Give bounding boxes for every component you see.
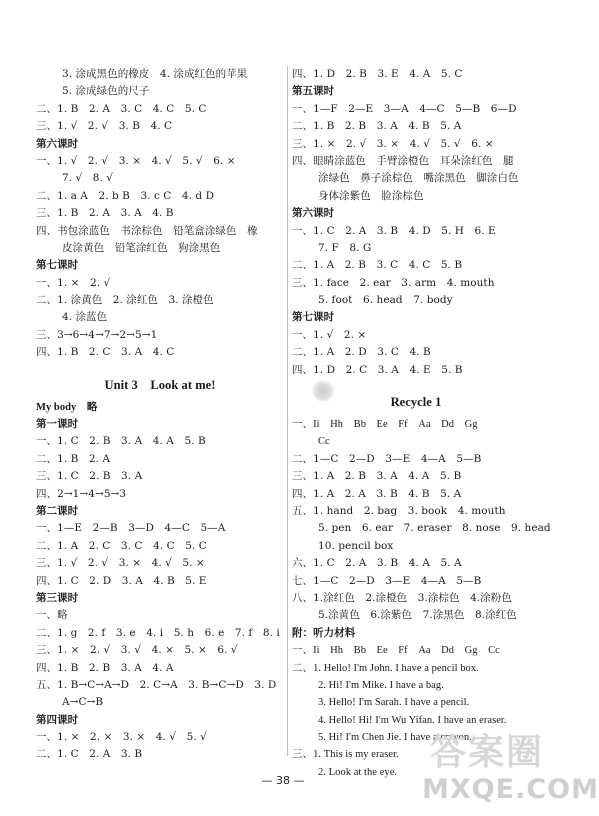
answer-line: 五、1. hand 2. bag 3. book 4. mouth [292, 504, 506, 517]
answer-line: 二、1. A 2. C 3. C 4. C 5. C [36, 539, 207, 552]
answer-line: 三、1. C 2. B 3. A [36, 470, 143, 483]
answer-line: 四、1. B 2. C 3. A 4. C [36, 346, 175, 359]
answer-line: 四、1. D 2. B 3. E 4. A 5. C [292, 68, 463, 80]
answer-line: 一、1. × 2. √ [36, 276, 111, 289]
answer-line: 七、1—C 2—D 3—E 4—A 5—B [292, 574, 482, 587]
watermark-url-text: MXQE.COM [422, 774, 599, 805]
answer-line: 六、1. C 2. A 3. B 4. A 5. A [292, 557, 462, 570]
answer-line: 5. foot 6. head 7. body [318, 294, 453, 307]
answer-line: 三、1. √ 2. √ 3. B 4. C [36, 120, 173, 133]
spacer [36, 362, 284, 371]
answer-line: 八、1.涂红色 2.涂橙色 3.涂棕色 4.涂粉色 [292, 591, 512, 604]
answer-line: Cc [318, 436, 330, 448]
answer-line: 一、Ii Hh Bb Ee Ff Aa Dd Gg Cc [292, 645, 500, 657]
answer-line: 二、1. Hello! I'm John. I have a pencil box. [292, 662, 479, 674]
answer-line: 一、1. √ 2. √ 3. × 4. √ 5. √ 6. × [36, 154, 236, 167]
answer-line: 2. Hi! I'm Mike. I have a bag. [318, 679, 444, 691]
answer-line: 二、1—C 2—D 3—E 4—A 5—B [292, 452, 482, 465]
answer-line: 二、1. a A 2. b B 3. c C 4. d D [36, 189, 215, 202]
unit-title: Recycle 1 [390, 395, 442, 410]
answer-line: 三、1. face 2. ear 3. arm 4. mouth [292, 276, 495, 289]
answer-line: 二、1. A 2. B 3. C 4. C 5. B [292, 259, 463, 272]
answer-line: 5. 涂成绿色的尺子 [62, 85, 150, 98]
answer-line: 二、1. A 2. D 3. C 4. B [292, 346, 431, 359]
lesson-heading: 第七课时 [36, 259, 79, 272]
faint-stamp-mark [312, 380, 334, 402]
answer-line: 一、1—E 2—B 3—D 4—C 5—A [36, 522, 226, 535]
answer-line: 二、1. B 2. B 3. A 4. B 5. A [292, 120, 462, 133]
answer-line: 一、1—F 2—E 3—A 4—C 5—B 6—D [292, 102, 517, 115]
site-watermark [422, 724, 599, 810]
answer-line: 皮涂黄色 铅笔涂红色 狗涂黑色 [62, 241, 221, 254]
answer-line: 二、1. B 2. A 3. C 4. C 5. C [36, 102, 207, 115]
answer-line: 涂绿色 鼻子涂棕色 嘴涂黑色 脚涂白色 [318, 172, 519, 185]
answer-line: 四、书包涂蓝色 书涂棕色 铅笔盒涂绿色 橡 [36, 224, 258, 237]
answer-line: 一、1. × 2. × 3. × 4. √ 5. √ [36, 731, 207, 744]
answer-line: 三、1. × 2. √ 3. × 4. √ 5. √ 6. × [292, 137, 494, 150]
right-column [292, 66, 551, 781]
answer-line: 五、1. B→C→A→D 2. C→A 3. B→C→D 3. D [36, 678, 277, 691]
answer-line: 四、1. D 2. C 3. A 4. E 5. B [292, 363, 463, 376]
answer-line: 二、1. B 2. A [36, 452, 111, 465]
answer-line: 三、1. This is my eraser. [292, 749, 399, 761]
answer-line: 3. 涂成黑色的橡皮 4. 涂成红色的苹果 [62, 68, 248, 80]
answer-line: 四、2→1→4→5→3 [36, 487, 127, 500]
answer-line: 一、1. √ 2. × [292, 328, 367, 341]
answer-line: 二、1. 涂黄色 2. 涂红色 3. 涂橙色 [36, 294, 214, 307]
unit-title: Unit 3 Look at me! [104, 377, 216, 392]
lesson-heading: 第三课时 [36, 591, 79, 604]
answer-line: 5. Hi! I'm Chen Jie. I have a crayon. [318, 732, 472, 744]
answer-line: 3. Hello! I'm Sarah. I have a pencil. [318, 697, 470, 709]
answer-line: 三、3→6→4→7→2→5→1 [36, 328, 158, 341]
answer-line: 三、1. B 2. A 3. A 4. B [36, 207, 174, 220]
column-divider [287, 66, 288, 756]
answer-line: 5.涂黄色 6.涂紫色 7.涂黑色 8.涂红色 [318, 609, 517, 622]
lesson-heading: 第五课时 [292, 85, 335, 98]
lesson-heading: 第一课时 [36, 418, 79, 431]
answer-line: 四、眼睛涂蓝色 手臂涂橙色 耳朵涂红色 腿 [292, 154, 514, 167]
answer-line: 身体涂紫色 脸涂棕色 [318, 189, 424, 202]
page-number: — 38 — [261, 774, 305, 787]
answer-line: 4. 涂蓝色 [62, 311, 108, 324]
answer-line: 4. Hello! Hi! I'm Wu Yifan. I have an eraser. [318, 714, 507, 726]
answer-line: 四、1. C 2. D 3. A 4. B 5. E [36, 574, 207, 587]
answer-line: 2. Look at the eye. [318, 766, 398, 778]
answer-line: 7. F 8. G [318, 241, 372, 254]
lesson-heading: 第四课时 [36, 713, 79, 726]
answer-line: 四、1. A 2. A 3. B 4. B 5. A [292, 487, 462, 500]
answer-line: 三、1. A 2. B 3. A 4. A 5. B [292, 470, 462, 483]
answer-line: A→C→B [62, 696, 104, 709]
answer-line: 二、1. C 2. A 3. B [36, 748, 143, 761]
answer-line: 三、1. × 2. √ 3. √ 4. × 5. × 6. √ [36, 644, 238, 657]
answer-line: 一、1. C 2. A 3. B 4. D 5. H 6. E [292, 224, 496, 237]
answer-line: 5. pen 6. ear 7. eraser 8. nose 9. head [318, 522, 551, 535]
lesson-heading: 第六课时 [36, 137, 79, 150]
lesson-heading: 附：听力材料 [292, 626, 356, 639]
answer-line: 三、1. √ 2. √ 3. × 4. √ 5. × [36, 557, 205, 570]
watermark-logo-text: 答案圈 [430, 732, 545, 773]
answer-line: 一、略 [36, 609, 68, 622]
left-column [36, 66, 284, 764]
answer-line: 一、Ii Hh Bb Ee Ff Aa Dd Gg [292, 419, 478, 431]
lesson-heading: 第六课时 [292, 207, 335, 220]
answer-line: 一、1. C 2. B 3. A 4. A 5. B [36, 435, 206, 448]
answer-line: 二、1. g 2. f 3. e 4. i 5. h 6. e 7. f 8. i [36, 626, 280, 639]
lesson-heading: 第二课时 [36, 504, 79, 517]
lesson-heading: 第七课时 [292, 311, 335, 324]
answer-line: 7. √ 8. √ [62, 172, 114, 185]
answer-line: 四、1. B 2. B 3. A 4. A [36, 661, 174, 674]
answer-line: 10. pencil box [318, 539, 394, 552]
answer-line: My body 略 [36, 401, 98, 413]
